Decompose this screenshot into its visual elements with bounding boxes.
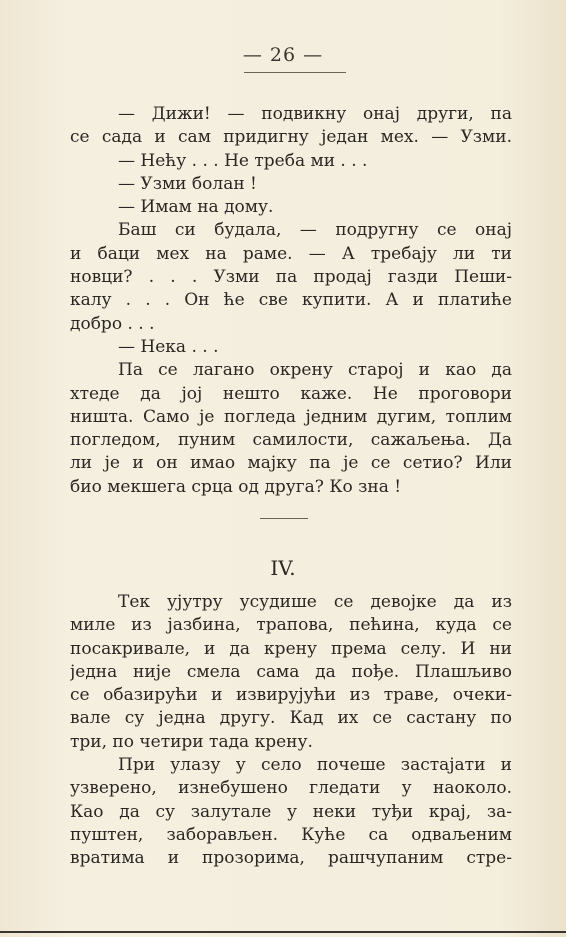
text-line: пуштен, заборављен. Куће са одваљеним	[70, 824, 512, 845]
text-line: три, по четири тада крену.	[70, 731, 313, 752]
text-block-1	[70, 103, 512, 499]
section-number: IV.	[270, 556, 296, 580]
text-line: једна није смела сама да пође. Плашљиво	[70, 661, 512, 682]
text-line: био мекшега срца од друга? Ко зна !	[70, 476, 402, 497]
text-line: Тек ујутру усудише се девојке да из	[118, 592, 512, 612]
text-line: Па се лагано окрену старој и као да	[118, 360, 512, 381]
text-line: новци? . . . Узми па продај газди Пеши-	[70, 267, 512, 288]
text-line: погледом, пуним самилости, сажаљења. Да	[70, 430, 512, 451]
text-line: посакривале, и да крену према селу. И ни	[70, 638, 512, 659]
text-block-2	[70, 591, 512, 871]
text-line: вале су једна другу. Кад их се састану по	[70, 708, 512, 729]
text-line: и баци мех на раме. — А требају ли ти	[70, 243, 512, 264]
text-line: — Узми болан !	[118, 173, 257, 194]
page-number: — 26 —	[242, 44, 324, 66]
text-line: се обазирући и извирујући из траве, очеки-	[70, 685, 512, 706]
text-line: ништа. Само је погледа једним дугим, топлим	[70, 406, 512, 427]
text-line: — Имам на дому.	[118, 197, 274, 218]
text-line: При улазу у село почеше застајати и	[118, 755, 512, 776]
text-line: вратима и прозорима, рашчупаним стре-	[70, 848, 512, 869]
text-line: — Нека . . .	[118, 336, 219, 357]
text-line: ли је и он имао мајку па је се сетио? Или	[70, 453, 512, 474]
text-line: се сада и сам придигну један мех. — Узми.	[70, 127, 512, 148]
text-line: миле из јазбина, трапова, пећина, куда се	[70, 615, 512, 636]
text-line: — Нећу . . . Не треба ми . . .	[118, 150, 368, 171]
text-line: — Дижи! — подвикну онај други, па	[118, 104, 512, 124]
text-line: узверено, изнебушено гледати у наоколо.	[70, 778, 512, 799]
text-line: добро . . .	[70, 313, 155, 334]
section-divider	[260, 518, 308, 519]
text-line: Као да су залутале у неки туђи крај, за-	[70, 801, 512, 822]
text-line: хтеде да јој нешто каже. Не проговори	[70, 383, 512, 404]
text-line: Баш си будала, — подругну се онај	[118, 220, 512, 241]
bottom-edge	[0, 931, 566, 933]
text-line: калу . . . Он ће све купити. А и платиће	[70, 290, 512, 311]
header-rule	[244, 72, 346, 73]
